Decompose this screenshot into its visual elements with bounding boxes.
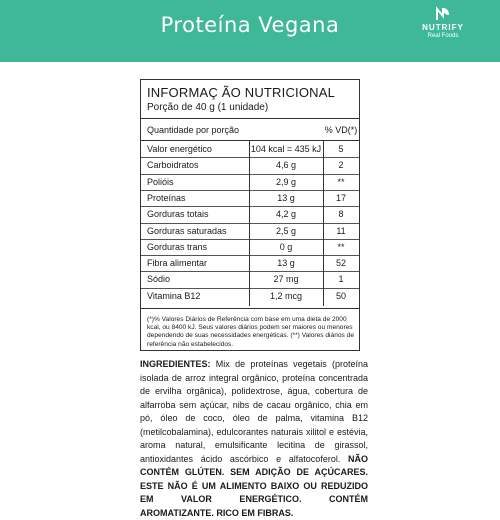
nutrient-name: Gorduras trans (147, 241, 208, 252)
nutrient-quantity: 4,2 g (275, 209, 297, 220)
nutrition-row (141, 142, 359, 157)
ingredients-text (140, 358, 368, 520)
nutrify-leaf-icon (435, 6, 451, 22)
nutrient-quantity: 2,9 g (275, 176, 297, 187)
column-divider (249, 141, 250, 306)
nutrition-facts-panel (140, 79, 360, 351)
portion-text: Porção de 40 g (1 unidade) (147, 102, 269, 113)
nutrition-title: INFORMAÇ ÃO NUTRICIONAL (147, 85, 336, 100)
nutrient-quantity: 0 g (279, 241, 293, 252)
nutrient-name: Proteínas (147, 192, 186, 203)
nutrition-row (141, 240, 359, 255)
nutrient-vd: 8 (338, 209, 344, 220)
col-vd-header: % VD(*) (324, 125, 358, 135)
brand-subtitle: Real Foods (427, 33, 459, 39)
brand-name: NUTRIFY (422, 23, 464, 32)
divider (141, 118, 359, 119)
nutrient-quantity: 1,2 mcg (269, 290, 302, 301)
nutrition-row (141, 289, 359, 304)
nutrition-row (141, 207, 359, 222)
nutrient-name: Vitamina B12 (147, 290, 201, 301)
nutrient-vd: 2 (338, 160, 344, 171)
product-title: Proteína Vegana (160, 13, 340, 37)
nutrient-quantity: 27 mg (273, 274, 299, 285)
nutrition-row (141, 158, 359, 173)
nutrient-quantity: 4,6 g (275, 160, 297, 171)
nutrient-vd: 1 (338, 274, 344, 285)
nutrient-vd: 52 (335, 258, 346, 269)
nutrient-name: Gorduras saturadas (147, 225, 227, 236)
nutrient-name: Gorduras totais (147, 209, 209, 220)
nutrient-vd: 5 (338, 144, 344, 154)
nutrient-quantity: 2,5 g (275, 225, 297, 236)
column-divider (323, 141, 324, 306)
nutrient-name: Sódio (147, 274, 171, 285)
footnote: (*)% Valores Diários de Referência com base em uma dieta de 2000 kcal, ou 8400 kJ. Seus valores diários podem ser maiores ou menores dependendo de suas necessidades energéticas. (**) Valores diários de referência não estabelecidos. (147, 316, 354, 348)
nutrient-name: Valor energético (147, 144, 212, 154)
ingredients-label: INGREDIENTES: (140, 359, 211, 369)
nutrient-name: Carboidratos (147, 160, 199, 171)
nutrient-name: Polióis (147, 176, 174, 187)
nutrition-row (141, 272, 359, 287)
nutrition-row (141, 224, 359, 239)
nutrient-name: Fibra alimentar (147, 258, 208, 269)
nutrient-quantity: 13 g (277, 192, 295, 203)
nutrient-quantity: 13 g (277, 258, 295, 269)
nutrition-row (141, 256, 359, 271)
ingredients-warnings: NÃO CONTÉM GLÚTEN. SEM ADIÇÃO DE AÇÚCARES. ESTE NÃO É UM ALIMENTO BAIXO OU REDUZIDO EM VALOR ENERGÉTICO. CONTÉM AROMATIZANTE. RICO EM FIBRAS. (140, 453, 368, 518)
ingredients-list: Mix de proteínas vegetais (proteína isolada de arroz integral orgânico, proteína concentrada de ervilha orgânica), polidextrose, água, cobertura de alfarroba sem açúcar, nibs de cacau orgânico, chia em pó, óleo de coco, óleo de palma, vitamina B12 (metilcobalamina), edulcorantes naturais xilitol e estévia, aroma natural, emulsificante lecitina de girassol, antioxidantes ácido ascórbico e alfatocoferol. (140, 359, 368, 464)
nutrition-row (141, 175, 359, 190)
divider (141, 140, 359, 141)
divider (141, 308, 359, 309)
nutrient-vd: ** (337, 176, 345, 187)
nutrient-vd: ** (337, 241, 345, 252)
nutrient-vd: 50 (335, 290, 346, 301)
header-banner (0, 0, 500, 62)
nutrient-quantity: 104 kcal = 435 kJ (250, 144, 322, 154)
col-quantity-header: Quantidade por porção (147, 125, 240, 135)
nutrient-vd: 17 (335, 192, 346, 203)
nutrition-row (141, 191, 359, 206)
brand-logo (408, 6, 478, 39)
nutrient-vd: 11 (336, 225, 346, 236)
